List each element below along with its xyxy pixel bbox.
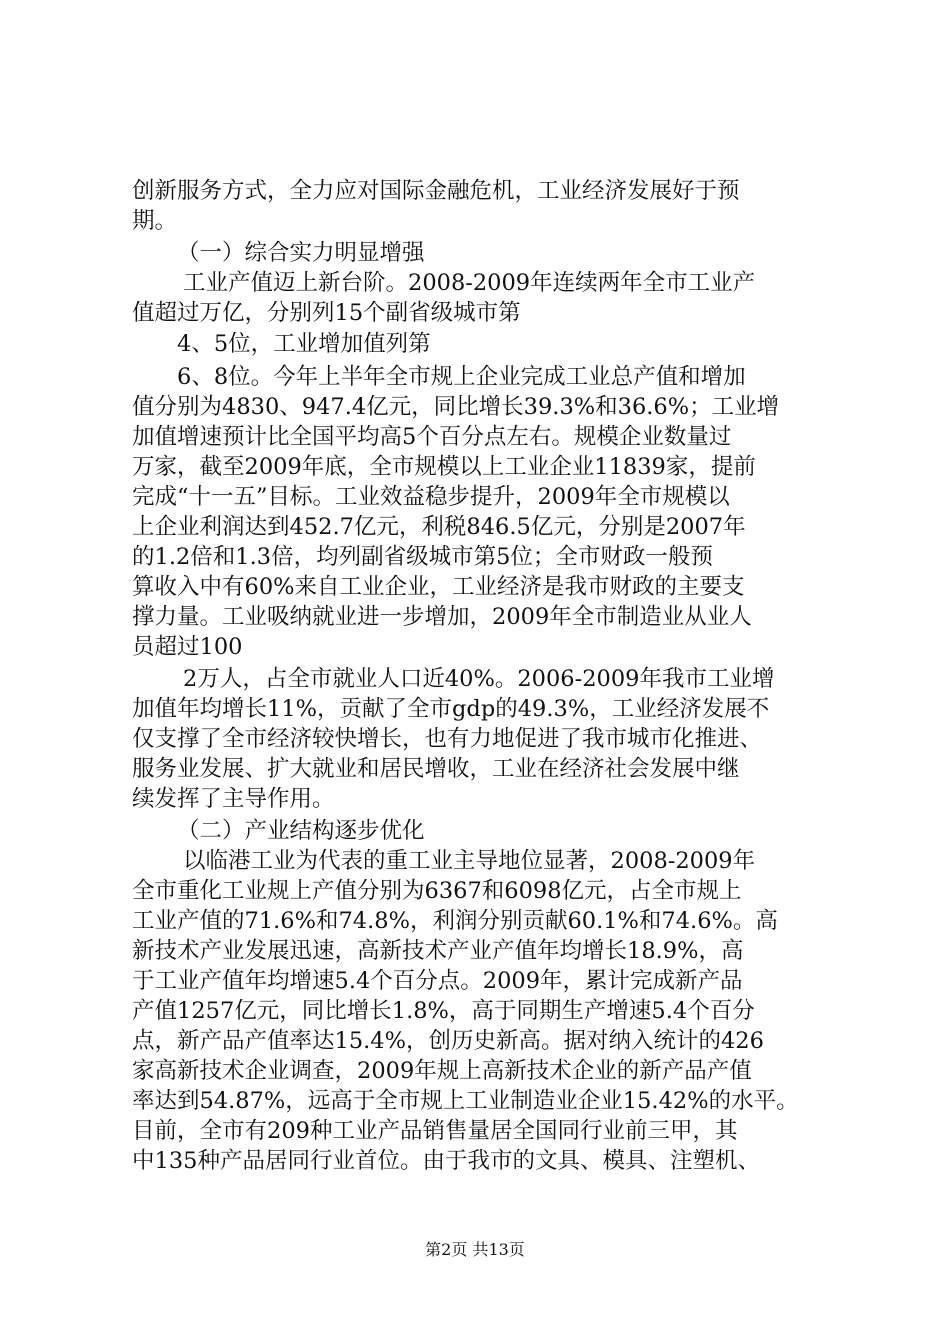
- text-line: 期。: [132, 208, 178, 234]
- text-line: 6、8位。今年上半年全市规上企业完成工业总产值和增加: [177, 364, 746, 390]
- text-line: 新技术产业发展迅速，高新技术产业产值年均增长18.9%，高: [132, 938, 744, 964]
- text-line: 撑力量。工业吸纳就业进一步增加，2009年全市制造业从业人: [132, 604, 752, 630]
- text-line: 2万人，占全市就业人口近40%。2006-2009年我市工业增: [183, 666, 775, 692]
- text-line: 于工业产值年均增速5.4个百分点。2009年，累计完成新产品: [132, 968, 743, 994]
- text-line: 加值增速预计比全国平均高5个百分点左右。规模企业数量过: [132, 424, 732, 450]
- text-line: 点，新产品产值率达15.4%，创历史新高。据对纳入统计的426: [132, 1028, 764, 1054]
- text-line: 仅支撑了全市经济较快增长，也有力地促进了我市城市化推进、: [132, 726, 763, 752]
- text-line: 工业产值的71.6%和74.8%，利润分别贡献60.1%和74.6%。高: [132, 908, 778, 934]
- text-line: 创新服务方式，全力应对国际金融危机，工业经济发展好于预: [132, 178, 740, 204]
- text-line: 目前，全市有209种工业产品销售量居全国同行业前三甲，其: [132, 1118, 738, 1144]
- text-line: 的1.2倍和1.3倍，均列副省级城市第5位；全市财政一般预: [132, 544, 713, 570]
- text-line: 万家，截至2009年底，全市规模以上工业企业11839家，提前: [132, 454, 756, 480]
- section-heading: （一）综合实力明显增强: [177, 240, 425, 266]
- text-line: 续发挥了主导作用。: [132, 786, 335, 812]
- section-heading: （二）产业结构逐步优化: [177, 818, 425, 844]
- text-line: 率达到54.87%，远高于全市规上工业制造业企业15.42%的水平。: [132, 1088, 799, 1114]
- page-number-footer: 第2页 共13页: [425, 1240, 525, 1259]
- text-line: 上企业利润达到452.7亿元，利税846.5亿元，分别是2007年: [132, 514, 746, 540]
- text-line: 算收入中有60%来自工业企业，工业经济是我市财政的主要支: [132, 574, 745, 600]
- text-line: 家高新技术企业调查，2009年规上高新技术企业的新产品产值: [132, 1058, 752, 1084]
- text-line: 中135种产品居同行业首位。由于我市的文具、模具、注塑机、: [132, 1148, 760, 1174]
- text-line: 加值年均增长11%，贡献了全市gdp的49.3%，工业经济发展不: [132, 696, 770, 722]
- text-line: 4、5位，工业增加值列第: [177, 331, 431, 357]
- text-line: 以临港工业为代表的重工业主导地位显著，2008-2009年: [183, 848, 756, 874]
- text-line: 工业产值迈上新台阶。2008-2009年连续两年全市工业产: [183, 270, 756, 296]
- text-line: 值超过万亿，分别列15个副省级城市第: [132, 300, 521, 326]
- text-line: 员超过100: [132, 634, 243, 660]
- text-line: 全市重化工业规上产值分别为6367和6098亿元，占全市规上: [132, 878, 742, 904]
- text-line: 完成“十一五”目标。工业效益稳步提升，2009年全市规模以: [132, 484, 730, 510]
- text-line: 值分别为4830、947.4亿元，同比增长39.3%和36.6%；工业增: [132, 394, 780, 420]
- text-line: 产值1257亿元，同比增长1.8%，高于同期生产增速5.4个百分: [132, 998, 755, 1024]
- text-line: 服务业发展、扩大就业和居民增收，工业在经济社会发展中继: [132, 756, 740, 782]
